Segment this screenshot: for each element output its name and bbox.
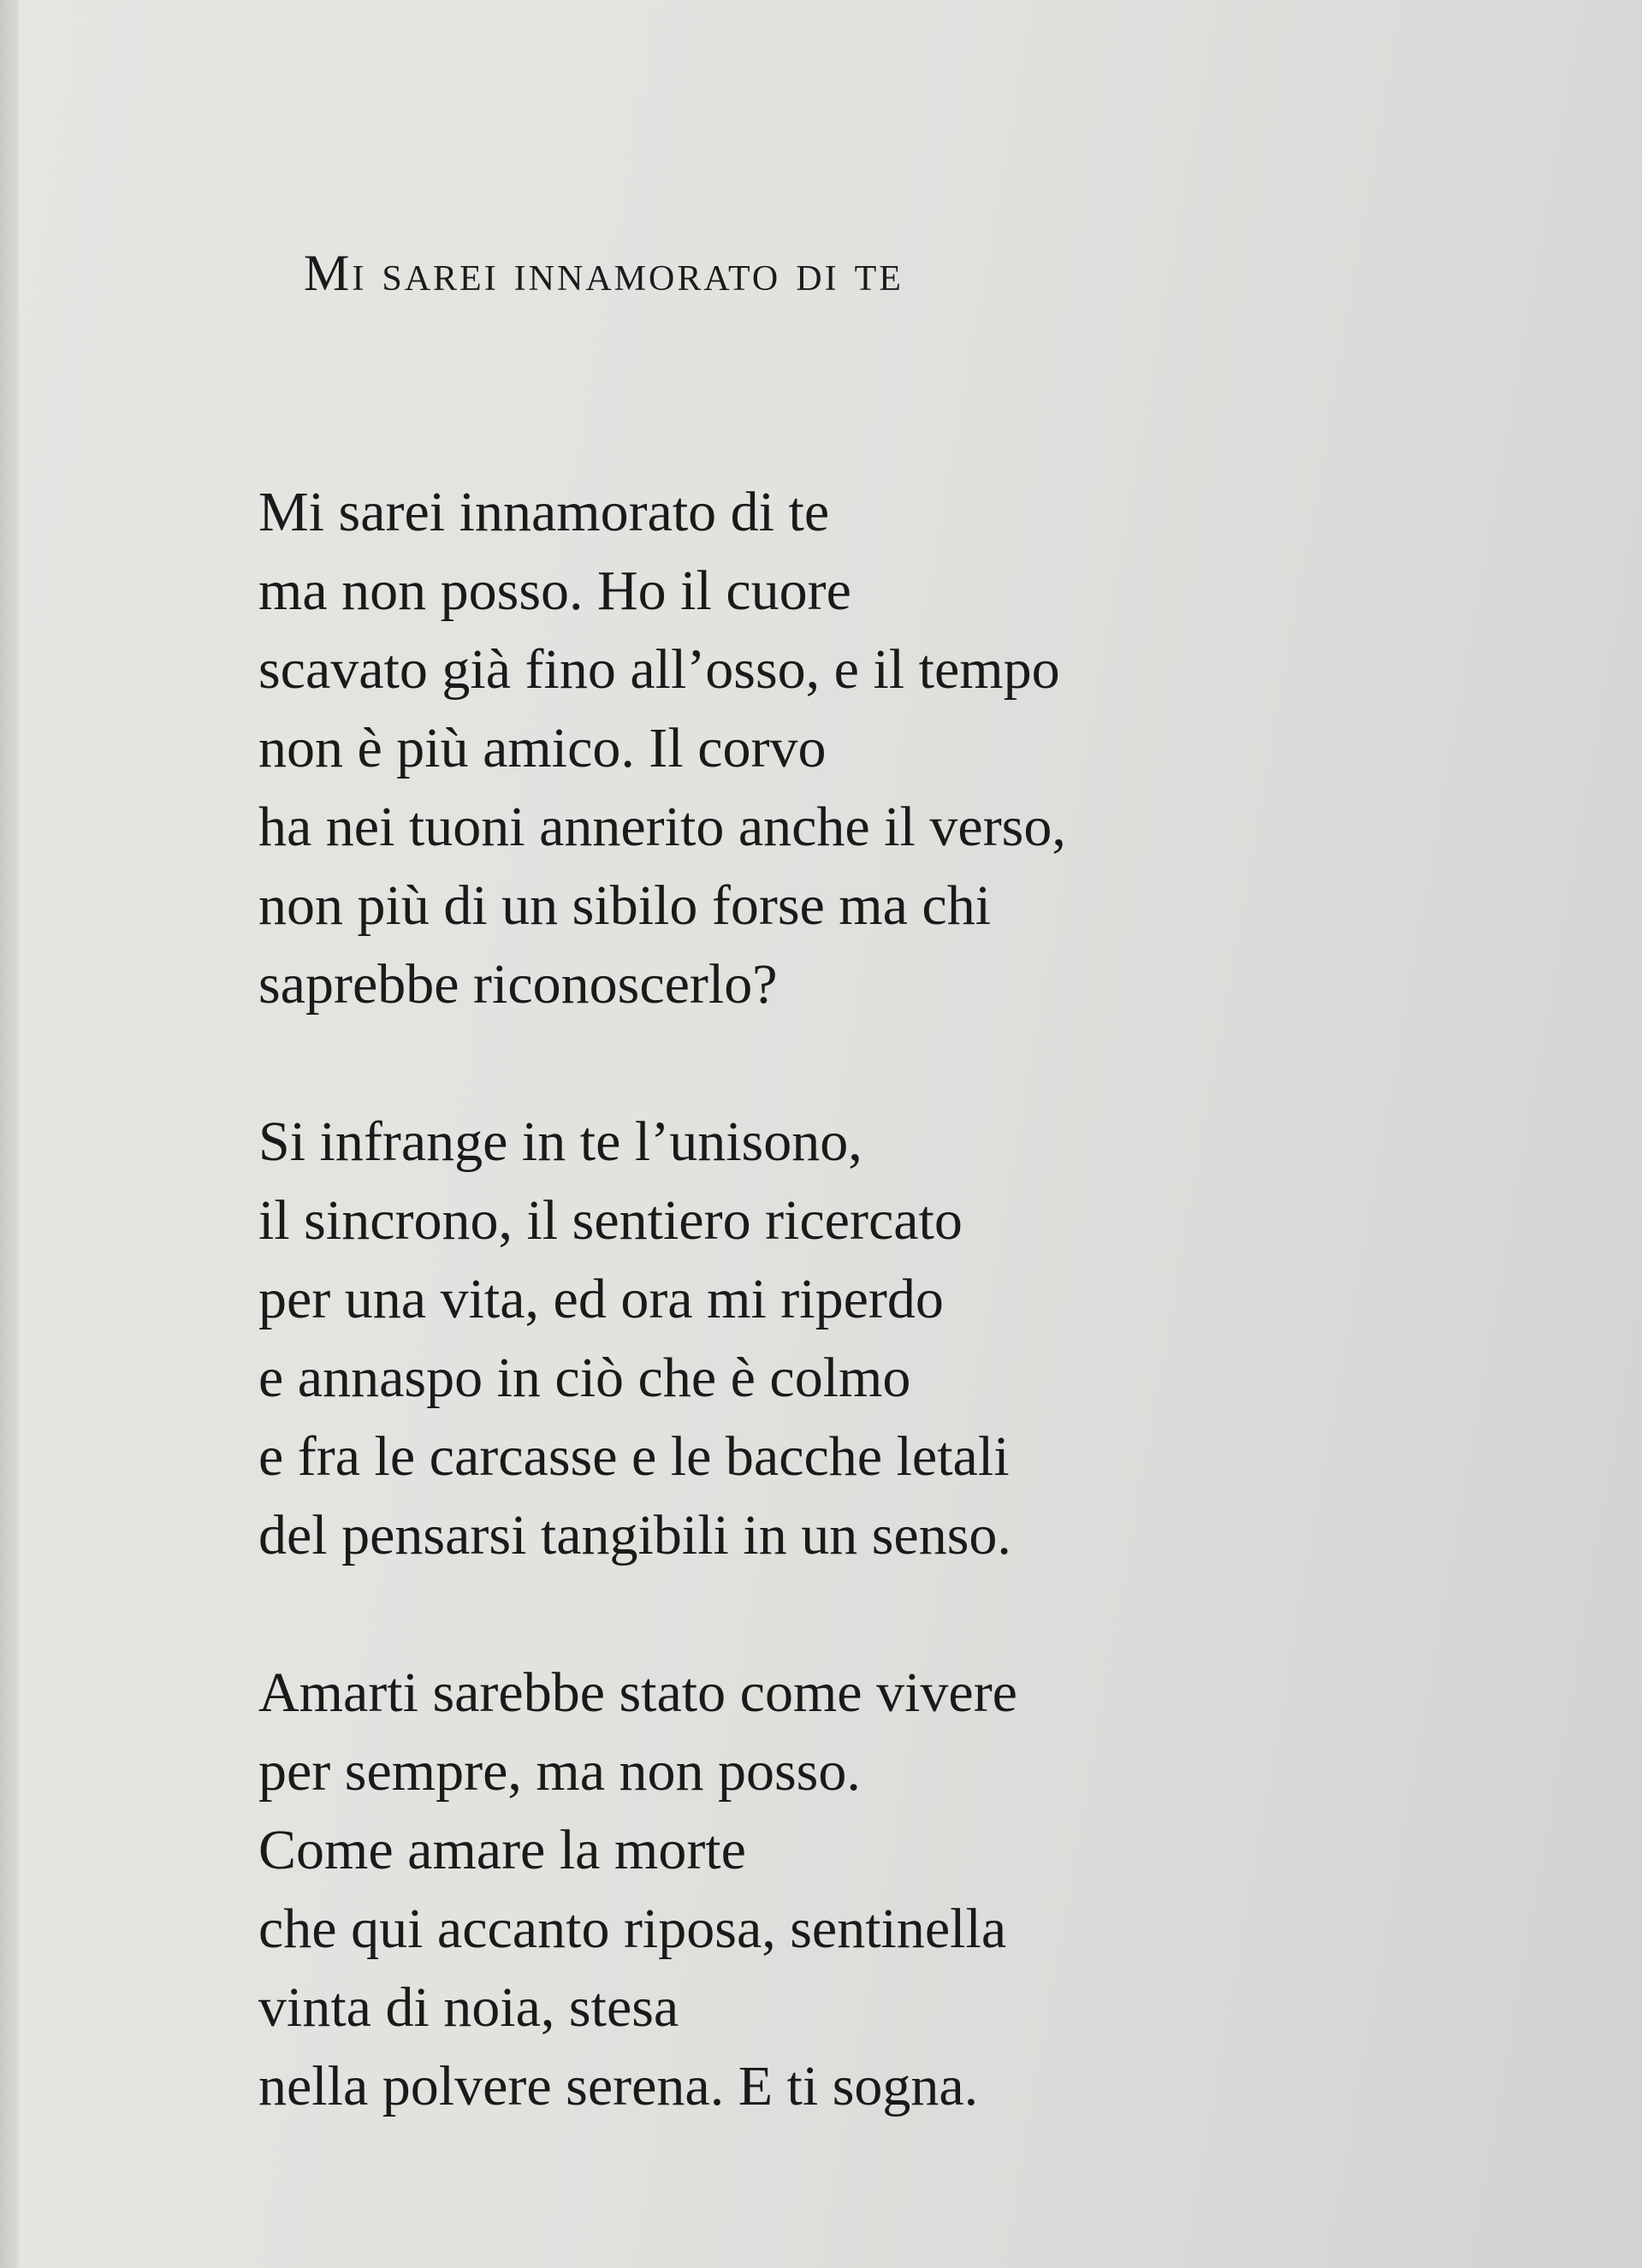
poem-line: e annaspo in ciò che è colmo [258, 1347, 911, 1409]
stanza-1 [258, 473, 1066, 1024]
stanza-3 [258, 1654, 1066, 2126]
poem-line: ha nei tuoni annerito anche il verso, [258, 796, 1066, 858]
poem-line: del pensarsi tangibili in un senso. [258, 1504, 1011, 1566]
poem-line: per una vita, ed ora mi riperdo [258, 1268, 944, 1330]
poem-line: il sincrono, il sentiero ricercato [258, 1189, 963, 1252]
poem-line: Si infrange in te l’unisono, [258, 1110, 862, 1173]
poem-line: Come amare la morte [258, 1819, 746, 1881]
page-edge [0, 0, 19, 2268]
poem-line: vinta di noia, stesa [258, 1976, 679, 2039]
poem-line: non più di un sibilo forse ma chi [258, 874, 992, 937]
poem-line: che qui accanto riposa, sentinella [258, 1898, 1007, 1960]
poem-body [258, 473, 1066, 2205]
poem-line: ma non posso. Ho il cuore [258, 560, 851, 622]
poem-line: per sempre, ma non posso. [258, 1740, 861, 1803]
poem-line: Amarti sarebbe stato come vivere [258, 1661, 1017, 1724]
poem-line: non è più amico. Il corvo [258, 717, 827, 779]
poem-line: saprebbe riconoscerlo? [258, 953, 778, 1016]
poem-title: Mi sarei innamorato di te [304, 245, 904, 301]
poem-line: scavato già fino all’osso, e il tempo [258, 638, 1060, 701]
poem-line: nella polvere serena. E ti sogna. [258, 2055, 979, 2117]
stanza-2 [258, 1103, 1066, 1575]
poem-line: Mi sarei innamorato di te [258, 481, 830, 543]
poem-line: e fra le carcasse e le bacche letali [258, 1425, 1010, 1488]
